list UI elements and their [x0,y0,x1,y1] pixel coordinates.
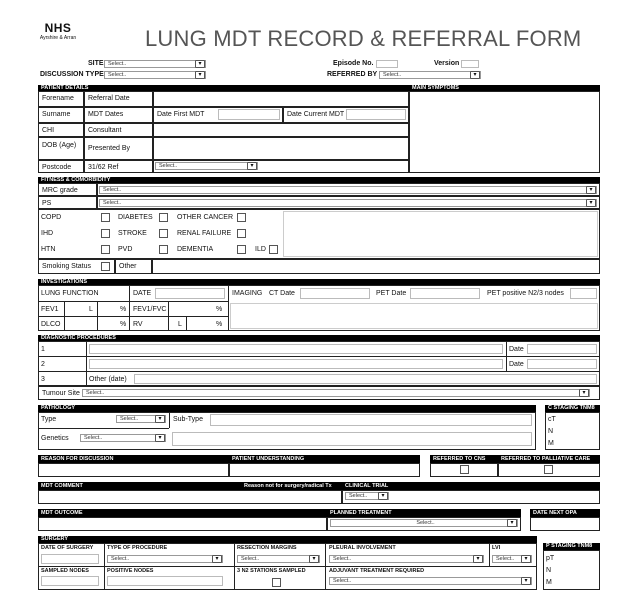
sub-type-label: Sub-Type [173,416,203,423]
mdt-outcome-input[interactable] [38,517,327,531]
diag-2-input[interactable] [89,359,503,369]
positive-nodes-label: POSITIVE NODES [107,568,154,574]
dlco-pct: % [120,321,127,328]
ild-checkbox[interactable] [269,245,278,254]
lung-function-label: LUNG FUNCTION [41,290,99,297]
diabetes-label: DIABETES [118,214,153,221]
mrc-grade-select[interactable]: Select.. ▾ [99,186,597,194]
presented-by-label: Presented By [84,137,153,160]
site-select[interactable]: Select.. ▾ [104,60,206,68]
p-m-label: M [546,579,552,586]
referred-by-select[interactable]: Select.. ▾ [379,71,481,79]
investigations-notes[interactable] [230,303,598,329]
form-title: LUNG MDT RECORD & REFERRAL FORM [145,26,582,51]
mdt-comment-input[interactable] [38,490,342,504]
discussion-type-label: DISCUSSION TYPE [40,71,104,78]
main-symptoms-field[interactable] [409,91,600,173]
chevron-down-icon: ▾ [586,199,596,207]
date-next-opa-header: DATE NEXT OPA [530,509,600,517]
other-label: Other [115,259,152,274]
presented-by-input[interactable] [153,137,409,160]
ct-date-label: CT Date [269,290,295,297]
adjuvant-label: ADJUVANT TREATMENT REQUIRED [329,568,425,574]
mdt-dates-label: MDT Dates [84,107,153,123]
surname-label: Surname [38,107,84,123]
fev1-label: FEV1 [41,306,59,313]
htn-label: HTN [41,246,56,253]
dlco-label: DLCO [41,321,61,328]
other-cancer-checkbox[interactable] [237,213,246,222]
pvd-checkbox[interactable] [159,245,168,254]
ct-label: cT [548,416,556,423]
pet-date-label: PET Date [376,290,407,297]
referral-date-input[interactable] [153,91,409,107]
renal-failure-checkbox[interactable] [237,229,246,238]
diag-row-2: 2 [41,361,45,368]
mrc-grade-label: MRC grade [38,183,97,196]
date-of-surgery-label: DATE OF SURGERY [41,545,94,551]
discussion-type-select[interactable]: Select.. ▾ [104,71,206,79]
patient-understanding-input[interactable] [229,463,420,477]
diag-1-date-input[interactable] [527,344,597,354]
reason-not-label: Reason not for surgery/radical Tx [244,483,332,489]
diag-row-3: 3 [41,376,45,383]
chevron-down-icon: ▾ [507,519,517,527]
c-staging-header: C STAGING TNM8 [545,405,600,412]
consultant-input[interactable] [153,123,409,137]
patient-details-header: PATIENT DETAILS MAIN SYMPTOMS [38,85,600,91]
chevron-down-icon: ▾ [470,71,480,79]
genetics-input[interactable] [172,432,532,446]
lvi-label: LVI [492,545,501,551]
ref-3162-select[interactable]: Select.. ▾ [155,162,258,170]
adjuvant-select[interactable]: Select.. ▾ [329,577,532,585]
chevron-down-icon: ▾ [195,60,205,68]
genetics-label: Genetics [41,435,69,442]
htn-checkbox[interactable] [101,245,110,254]
diag-row-1: 1 [41,346,45,353]
clinical-trial-select[interactable]: Select.. ▾ [345,492,389,500]
pleural-involvement-label: PLEURAL INVOLVEMENT [329,545,396,551]
reason-header: REASON FOR DISCUSSION [38,455,229,463]
fev1-fvc-label: FEV1/FVC [133,306,167,313]
fev1-fvc-pct: % [216,306,223,313]
pt-label: pT [546,555,555,562]
ild-label: ILD [255,246,266,253]
diabetes-checkbox[interactable] [159,213,168,222]
rv-label: RV [133,321,143,328]
mdt-outcome-header: MDT OUTCOME [38,509,327,517]
chevron-down-icon: ▾ [155,415,165,423]
site-label: SITE [88,60,104,67]
renal-failure-label: RENAL FAILURE [177,230,232,237]
date-current-mdt-input[interactable] [346,109,406,120]
chevron-down-icon: ▾ [155,434,165,442]
chevron-down-icon: ▾ [473,555,483,563]
chevron-down-icon: ▾ [309,555,319,563]
resection-margins-select[interactable]: Select.. ▾ [237,555,320,563]
planned-treatment-header: PLANNED TREATMENT [327,509,521,517]
version-input[interactable] [461,60,479,68]
date-of-surgery-input[interactable] [41,554,99,564]
referred-cns-checkbox[interactable] [460,465,469,474]
dob-label: DOB (Age) [38,137,84,160]
surgery-header: SURGERY [38,536,537,543]
n2-stations-label: 3 N2 STATIONS SAMPLED [237,568,306,574]
ref-3162-label: 31/62 Ref [84,160,153,173]
consultant-label: Consultant [84,123,153,137]
version-label: Version [434,60,460,67]
fitness-header: FITNESS & COMORBIDITY [38,177,600,183]
sampled-nodes-input[interactable] [41,576,99,586]
stroke-label: STROKE [118,230,147,237]
ct-date-input[interactable] [300,288,370,299]
copd-label: COPD [41,214,62,221]
rv-unit: L [178,321,182,328]
p-staging-header: P STAGING TNM8 [543,543,600,550]
ps-label: PS [38,196,97,209]
mdt-comment-header: MDT COMMENT Reason not for surgery/radical Tx [38,482,342,490]
postcode-label: Postcode [38,160,84,173]
logo-org: NHS [44,21,72,35]
smoking-status-checkbox[interactable] [101,262,110,271]
n2-stations-checkbox[interactable] [272,578,281,587]
type-select[interactable]: Select.. ▾ [116,415,166,423]
referred-palliative-checkbox[interactable] [544,465,553,474]
smoking-status-label: Smoking Status [38,259,115,274]
sampled-nodes-label: SAMPLED NODES [41,568,89,574]
dementia-label: DEMENTIA [177,246,214,253]
clinical-trial-header: CLINICAL TRIAL [342,482,600,490]
chi-label: CHI [38,123,84,137]
date-current-mdt-label[interactable]: Date Current MDT [283,107,409,123]
episode-no-label: Episode No. [333,60,374,67]
forename-label: Forename [38,91,84,107]
rv-pct: % [216,321,223,328]
copd-checkbox[interactable] [101,213,110,222]
type-label: Type [41,416,57,423]
stroke-checkbox[interactable] [159,229,168,238]
date-next-opa-input[interactable] [530,517,600,531]
p-n-label: N [546,567,552,574]
diag-1-date-label: Date [509,346,524,353]
dementia-checkbox[interactable] [237,245,246,254]
logo-region: Ayrshire & Arran [39,35,77,41]
referred-palliative-header: REFERRED TO PALLIATIVE CARE [498,455,600,463]
ps-select[interactable]: Select.. ▾ [99,199,597,207]
chevron-down-icon: ▾ [579,389,589,397]
date-first-mdt-label[interactable]: Date First MDT [153,107,283,123]
date-first-mdt-input[interactable] [218,109,280,120]
pet-date-input[interactable] [410,288,480,299]
pleural-involvement-select[interactable]: Select.. ▾ [329,555,484,563]
resection-margins-label: RESECTION MARGINS [237,545,297,551]
chevron-down-icon: ▾ [247,162,257,170]
referred-cns-header: REFERRED TO CNS [430,455,498,463]
other-input[interactable] [152,259,600,274]
diagnostic-header: DIAGNOSTIC PROCEDURES [38,335,600,341]
fev1-pct: % [120,306,127,313]
tumour-site-select[interactable]: Select.. ▾ [82,389,590,397]
chevron-down-icon: ▾ [378,492,388,500]
sub-type-input[interactable] [210,414,532,426]
ihd-checkbox[interactable] [101,229,110,238]
other-cancer-label: OTHER CANCER [177,214,234,221]
diag-2-date-label: Date [509,361,524,368]
ihd-label: IHD [41,230,54,237]
tumour-site-label: Tumour Site [42,390,80,397]
main-symptoms-header: MAIN SYMPTOMS [412,85,459,91]
genetics-select[interactable]: Select.. ▾ [80,434,166,442]
lvi-select[interactable]: Select.. ▾ [492,555,532,563]
patient-understanding-header: PATIENT UNDERSTANDING [229,455,420,463]
episode-no-input[interactable] [376,60,398,68]
lung-function-date-input[interactable] [155,288,225,299]
positive-nodes-input[interactable] [107,576,223,586]
comorbidity-notes[interactable] [283,211,598,257]
imaging-label: IMAGING [232,290,263,297]
referred-by-label: REFERRED BY [327,71,378,78]
pet-positive-input[interactable] [570,288,597,299]
pvd-label: PVD [118,246,133,253]
chevron-down-icon: ▾ [586,186,596,194]
pet-positive-label: PET positive N2/3 nodes [487,290,564,297]
chevron-down-icon: ▾ [521,577,531,585]
type-of-procedure-label: TYPE OF PROCEDURE [107,545,168,551]
other-date-input[interactable] [134,374,597,384]
pathology-header: PATHOLOGY [38,405,536,412]
c-n-label: N [548,428,554,435]
chevron-down-icon: ▾ [195,71,205,79]
type-of-procedure-select[interactable]: Select.. ▾ [107,555,223,563]
chevron-down-icon: ▾ [212,555,222,563]
referral-date-label: Referral Date [84,91,153,107]
diag-1-input[interactable] [89,344,503,354]
diag-2-date-input[interactable] [527,359,597,369]
chevron-down-icon: ▾ [521,555,531,563]
fev1-unit: L [89,306,93,313]
investigations-header: INVESTIGATIONS [38,279,600,285]
other-date-label: Other (date) [89,376,127,383]
nhs-logo [38,22,78,41]
reason-input[interactable] [38,463,229,477]
planned-treatment-select[interactable]: Select.. ▾ [330,519,518,527]
c-m-label: M [548,440,554,447]
date-label: DATE [133,290,152,297]
